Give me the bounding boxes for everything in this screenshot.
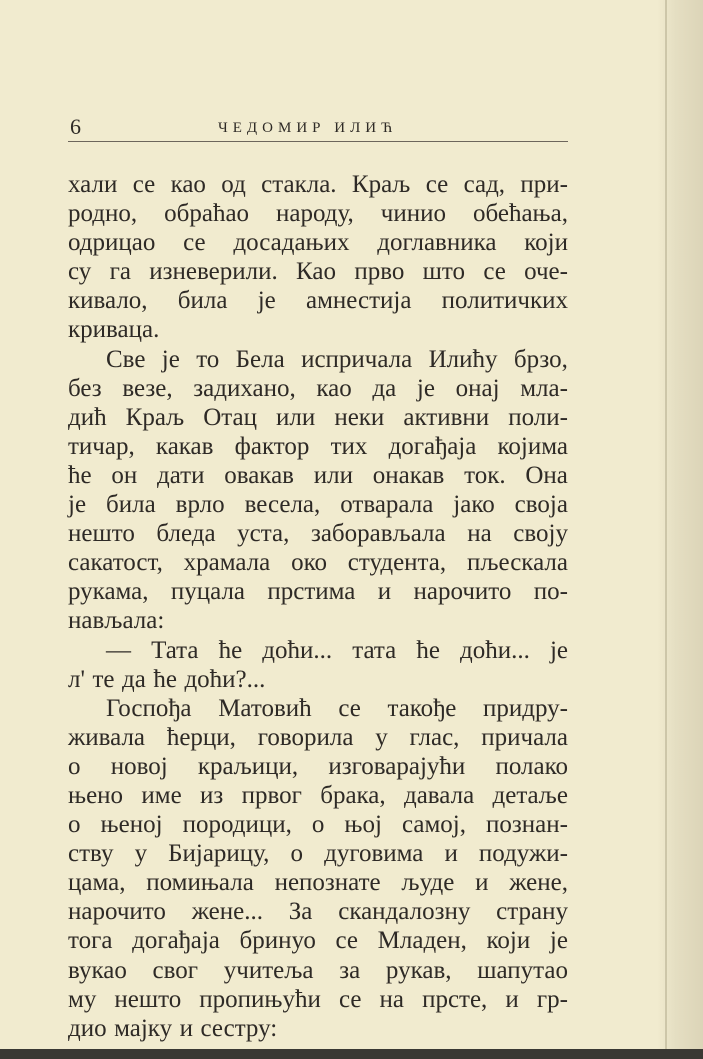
page-edge-line	[665, 0, 667, 1059]
word: отварала	[340, 491, 434, 519]
word: своју	[513, 520, 568, 548]
word: породици,	[182, 811, 292, 839]
word: испричала	[301, 345, 413, 373]
word: се	[335, 927, 359, 955]
text-line	[68, 781, 568, 810]
word: прстима	[267, 578, 356, 606]
word: самој,	[401, 811, 466, 839]
word: живала	[68, 723, 146, 751]
word: у	[375, 723, 388, 751]
word: жене...	[191, 898, 263, 926]
word: неки	[334, 403, 385, 431]
word: везе,	[122, 374, 173, 402]
word: била	[177, 287, 228, 315]
word: о	[311, 811, 325, 839]
word: као	[170, 171, 206, 198]
word: о	[68, 811, 81, 839]
word: о	[290, 840, 304, 868]
word: такође	[387, 694, 457, 722]
word: дуговима	[324, 840, 424, 868]
word: цама,	[68, 869, 126, 897]
word: полако	[495, 752, 568, 780]
word: у	[134, 840, 148, 868]
word: какав	[155, 432, 214, 460]
text-line	[68, 636, 568, 665]
word: хали	[68, 171, 118, 198]
word: говорила	[257, 723, 354, 751]
text-line	[68, 228, 568, 257]
text-line	[68, 839, 568, 868]
word: се	[183, 229, 206, 257]
word: тата	[352, 636, 397, 664]
text-line	[68, 345, 568, 374]
word: нарочито	[68, 898, 166, 926]
word: —	[106, 636, 131, 664]
word: врло	[175, 491, 225, 519]
word: то	[196, 345, 220, 373]
word: причала	[481, 723, 568, 751]
word: помињала	[146, 869, 254, 897]
word: Бијарицу,	[168, 840, 270, 868]
word: или	[276, 403, 316, 431]
text-line	[68, 665, 568, 694]
word: непознате	[274, 869, 381, 897]
word: доћи?...	[184, 665, 266, 693]
word: жене,	[509, 869, 568, 897]
word: ће	[68, 461, 92, 489]
word: страну	[496, 898, 568, 926]
word: из	[200, 781, 224, 809]
word: сакатост,	[68, 549, 163, 577]
word: пљескала	[466, 549, 568, 577]
word: подужи-	[478, 840, 568, 868]
word: бринуо	[239, 927, 316, 955]
word: се	[483, 258, 506, 286]
word: да	[122, 665, 146, 693]
word: и	[444, 840, 458, 868]
word: ству	[68, 840, 114, 868]
word: кивало,	[68, 287, 148, 315]
text-line	[68, 199, 568, 228]
text-line	[68, 810, 568, 839]
word: се	[132, 171, 156, 198]
word: храмала	[183, 549, 271, 577]
word: доглавника	[377, 229, 497, 257]
word: од	[221, 171, 246, 198]
text-line	[68, 170, 568, 199]
text-line	[68, 1014, 568, 1043]
word: учитеља	[223, 956, 314, 984]
word: су	[68, 258, 92, 286]
word: је	[549, 636, 568, 664]
word: поли-	[508, 403, 568, 431]
word: мајку	[114, 1014, 173, 1042]
word: ће	[416, 636, 440, 664]
text-line	[68, 985, 568, 1014]
page-header	[68, 114, 568, 144]
word: придру-	[483, 694, 568, 722]
word: обраћао	[164, 200, 250, 228]
word: доћи...	[460, 636, 530, 664]
word: нарочито	[413, 578, 512, 606]
word: и	[377, 578, 392, 606]
word: дио	[68, 1014, 107, 1042]
word: доћи...	[262, 636, 333, 664]
word: сестру:	[200, 1014, 278, 1042]
word: брака,	[320, 781, 386, 809]
word: л'	[68, 665, 85, 693]
word: прсте,	[422, 985, 488, 1013]
word: Она	[525, 461, 568, 489]
word: Као	[296, 258, 336, 286]
word: Отац	[203, 403, 257, 431]
word: пропињући	[199, 985, 321, 1013]
word: којима	[497, 432, 568, 460]
word: за	[339, 956, 361, 984]
word: и	[475, 869, 489, 897]
word: нешто	[68, 520, 135, 548]
word: што	[422, 258, 465, 286]
word: људе	[401, 869, 455, 897]
body-text	[68, 170, 568, 1043]
word: око	[291, 549, 327, 577]
word: њеној	[100, 811, 163, 839]
word: догађаја	[132, 927, 220, 955]
word: уста,	[237, 520, 290, 548]
word: тога	[68, 927, 113, 955]
word: Госпођа	[106, 694, 192, 722]
word: нављала:	[68, 607, 165, 635]
word: при-	[520, 171, 568, 198]
word: Матовић	[218, 694, 312, 722]
text-line	[68, 868, 568, 897]
word: о	[68, 752, 81, 780]
word: скандалозну	[338, 898, 471, 926]
word: За	[288, 898, 313, 926]
word: дић	[68, 403, 107, 431]
word: тих	[330, 432, 368, 460]
word: ће	[218, 636, 243, 664]
word: рукав,	[385, 956, 452, 984]
word: он	[111, 461, 138, 489]
word: се	[338, 694, 361, 722]
word: студента,	[347, 549, 447, 577]
word: на	[467, 520, 492, 548]
word: стакла.	[261, 171, 337, 198]
word: вукао	[68, 956, 127, 984]
page-edge-shadow	[657, 0, 703, 1059]
text-line	[68, 315, 568, 344]
word: без	[68, 374, 102, 402]
word: Краљ	[351, 171, 411, 198]
word: на	[379, 985, 404, 1013]
word: онај	[455, 374, 500, 402]
word: сад,	[463, 171, 506, 198]
word: Све	[106, 345, 146, 373]
word: криваца.	[68, 316, 160, 344]
word: оче-	[524, 258, 568, 286]
word: активни	[403, 403, 490, 431]
word: по-	[533, 578, 568, 606]
word: онакав	[372, 461, 445, 489]
word: те	[92, 665, 115, 693]
text-line	[68, 374, 568, 403]
word: одрицао	[68, 229, 156, 257]
word: који	[524, 229, 568, 257]
word: је	[161, 345, 180, 373]
word: је	[68, 491, 87, 519]
word: је	[257, 287, 276, 315]
text-line	[68, 432, 568, 461]
word: њој	[344, 811, 382, 839]
text-line	[68, 723, 568, 752]
word: изневерили.	[149, 258, 278, 286]
word: га	[109, 258, 131, 286]
word: овакав	[224, 461, 294, 489]
word: му	[68, 985, 97, 1013]
word: рукама,	[68, 578, 149, 606]
word: родно,	[68, 200, 138, 228]
page-number: 6	[70, 114, 81, 139]
text-line	[68, 926, 568, 955]
word: се	[338, 985, 362, 1013]
word: новој	[110, 752, 168, 780]
word: пуцала	[170, 578, 246, 606]
word: њено	[68, 781, 124, 809]
word: досадањих	[233, 229, 350, 257]
word: изговарајући	[328, 752, 466, 780]
text-line	[68, 694, 568, 723]
word: познан-	[486, 811, 568, 839]
text-line	[68, 548, 568, 577]
word: давала	[403, 781, 475, 809]
word: нешто	[114, 985, 182, 1013]
word: свог	[152, 956, 199, 984]
word: своја	[514, 491, 568, 519]
word: краљици,	[197, 752, 299, 780]
word: Илићу	[428, 345, 498, 373]
text-line	[68, 752, 568, 781]
word: име	[141, 781, 182, 809]
word: као	[316, 374, 352, 402]
word: је	[549, 927, 568, 955]
word: да	[372, 374, 397, 402]
word: дати	[157, 461, 205, 489]
word: и	[505, 985, 519, 1013]
scan-bottom-strip	[0, 1049, 703, 1059]
word: амнестија	[305, 287, 412, 315]
word: Тата	[151, 636, 199, 664]
word: Младен,	[377, 927, 467, 955]
word: Краљ	[125, 403, 185, 431]
word: мла-	[520, 374, 568, 402]
text-line	[68, 956, 568, 985]
word: задихано,	[193, 374, 296, 402]
word: Бела	[235, 345, 285, 373]
text-line	[68, 490, 568, 519]
word: брзо,	[513, 345, 568, 373]
word: обећања,	[472, 200, 568, 228]
text-line	[68, 461, 568, 490]
word: политичких	[441, 287, 568, 315]
text-line	[68, 577, 568, 606]
word: и	[179, 1014, 193, 1042]
word: ћерци,	[166, 723, 236, 751]
running-head: ЧЕДОМИР ИЛИЋ	[218, 120, 398, 136]
word: гр-	[536, 985, 568, 1013]
word: народу,	[276, 200, 354, 228]
word: тичар,	[68, 432, 135, 460]
text-line	[68, 606, 568, 635]
word: бледа	[156, 520, 216, 548]
word: или	[313, 461, 353, 489]
word: ток.	[464, 461, 506, 489]
word: весела,	[244, 491, 321, 519]
text-line	[68, 257, 568, 286]
word: прво	[354, 258, 405, 286]
text-line	[68, 897, 568, 926]
word: глас,	[409, 723, 460, 751]
word: шапутао	[477, 956, 568, 984]
word: била	[106, 491, 156, 519]
text-line	[68, 403, 568, 432]
word: који	[486, 927, 531, 955]
word: догађаја	[388, 432, 477, 460]
text-line	[68, 286, 568, 315]
word: чинио	[380, 200, 446, 228]
word: јако	[453, 491, 495, 519]
word: ће	[153, 665, 177, 693]
text-line	[68, 519, 568, 548]
word: се	[425, 171, 449, 198]
header-rule	[68, 141, 568, 142]
word: фактор	[234, 432, 310, 460]
word: је	[416, 374, 435, 402]
word: детаље	[492, 781, 568, 809]
word: заборављала	[310, 520, 446, 548]
word: првог	[241, 781, 302, 809]
